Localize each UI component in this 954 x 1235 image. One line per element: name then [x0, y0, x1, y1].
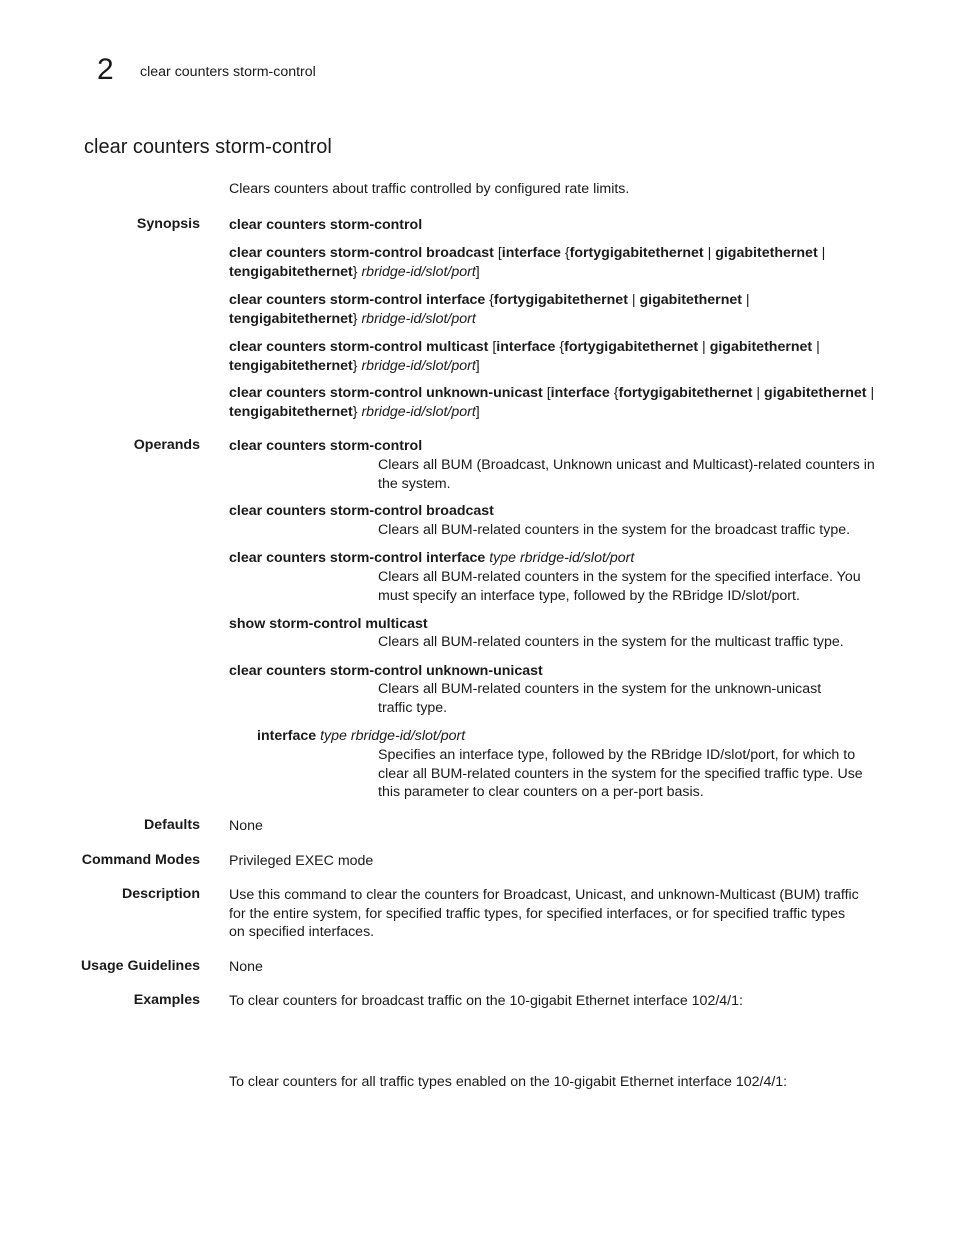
operand-term-2: clear counters storm-control broadcast [229, 503, 494, 519]
operands-label: Operands [133, 437, 200, 453]
synopsis-line-3: clear counters storm-control interface {fortygigabitethernet | gigabitethernet | tengigabitethernet} rbridge-id/slot/port [229, 292, 750, 327]
usage-guidelines-value: None [229, 959, 263, 975]
operand-desc-1: Clears all BUM (Broadcast, Unknown unicast and Multicast)-related counters in the system. [378, 457, 875, 492]
intro-text: Clears counters about traffic controlled by configured rate limits. [229, 181, 630, 197]
operand-desc-4: Clears all BUM-related counters in the system for the multicast traffic type. [378, 634, 844, 650]
synopsis-label: Synopsis [136, 216, 200, 232]
operand-desc-6: Specifies an interface type, followed by the RBridge ID/slot/port, for which to clear all BUM-related counters in the system for the specified traffic type. Use this parameter to clear counters on a per-port basis. [378, 747, 863, 801]
usage-guidelines-label: Usage Guidelines [80, 958, 200, 974]
operand-desc-2: Clears all BUM-related counters in the system for the broadcast traffic type. [378, 522, 851, 538]
defaults-value: None [229, 818, 263, 834]
description-label: Description [121, 886, 200, 902]
operand-term-5: clear counters storm-control unknown-unicast [229, 663, 543, 679]
command-modes-value: Privileged EXEC mode [229, 853, 374, 869]
examples-label: Examples [133, 992, 200, 1008]
page-title: clear counters storm-control [84, 136, 332, 158]
example-text-1: To clear counters for broadcast traffic on the 10-gigabit Ethernet interface 102/4/1: [229, 993, 743, 1009]
operand-term-4: show storm-control multicast [229, 616, 428, 632]
command-modes-label: Command Modes [81, 852, 200, 868]
synopsis-line-5: clear counters storm-control unknown-unicast [interface {fortygigabitethernet | gigabitethernet | tengigabitethernet} rbridge-id/slot/port] [229, 385, 875, 420]
operand-desc-5: Clears all BUM-related counters in the system for the unknown-unicast traffic type. [378, 681, 822, 716]
operand-desc-3: Clears all BUM-related counters in the system for the specified interface. You must specify an interface type, followed by the RBridge ID/slot/port. [378, 569, 861, 604]
example-text-2: To clear counters for all traffic types enabled on the 10-gigabit Ethernet interface 102/4/1: [229, 1074, 788, 1090]
running-title: clear counters storm-control [140, 64, 316, 80]
operand-term-3: clear counters storm-control interface type rbridge-id/slot/port [229, 550, 635, 566]
synopsis-line-4: clear counters storm-control multicast [interface {fortygigabitethernet | gigabitethernet | tengigabitethernet} rbridge-id/slot/port] [229, 339, 820, 374]
operand-term-1: clear counters storm-control [229, 438, 423, 454]
chapter-number: 2 [97, 53, 114, 86]
defaults-label: Defaults [144, 817, 200, 833]
operand-term-6: interface type rbridge-id/slot/port [257, 728, 466, 744]
synopsis-line-1: clear counters storm-control [229, 217, 423, 233]
description-text: Use this command to clear the counters for Broadcast, Unicast, and unknown-Multicast (BUM) traffic for the entire system, for specified traffic types, for specified interfaces, or for specified traffic types on specified interfaces. [229, 887, 859, 941]
synopsis-line-2: clear counters storm-control broadcast [interface {fortygigabitethernet | gigabitethernet | tengigabitethernet} rbridge-id/slot/port] [229, 245, 826, 280]
